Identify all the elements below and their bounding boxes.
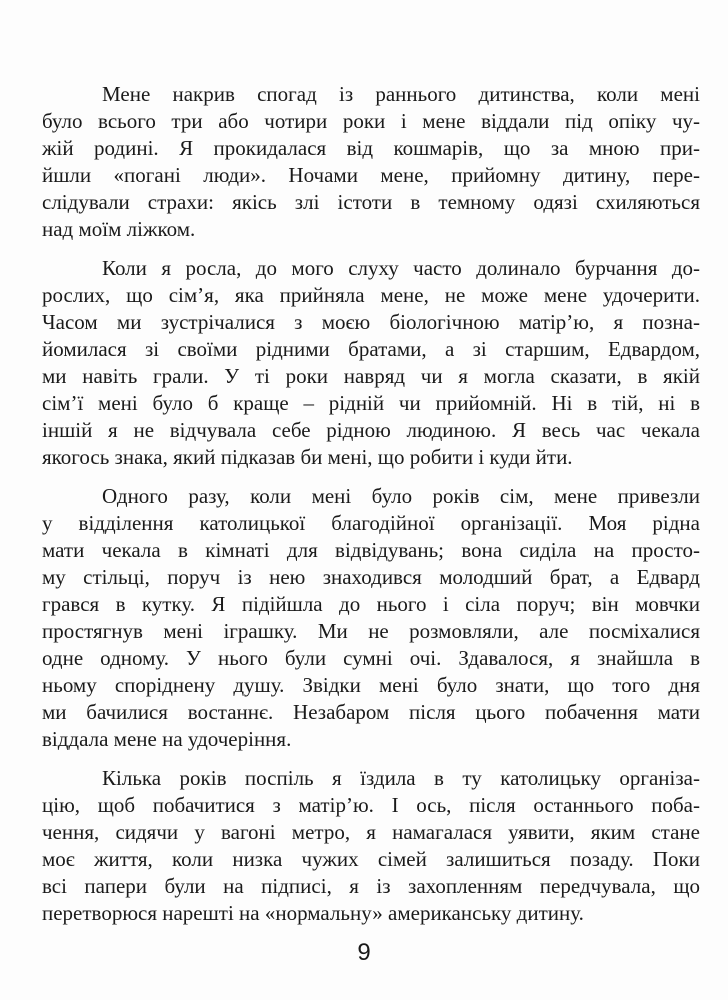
text-line: Одного разу, коли мені було років сім, мене привезли bbox=[102, 484, 700, 508]
text-line: моє життя, коли низка чужих сімей залишиться позаду. Поки bbox=[42, 847, 700, 871]
text-line: му стільці, поруч із нею знаходився молодший брат, а Едвард bbox=[42, 565, 700, 589]
text-line: Кілька років поспіль я їздила в ту католицьку організа- bbox=[102, 766, 700, 790]
text-line: ми бачилися востаннє. Незабаром після цього побачення мати bbox=[42, 700, 700, 724]
text-line: слідували страхи: якісь злі істоти в темному одязі схиляються bbox=[42, 190, 700, 214]
text-line: жій родині. Я прокидалася від кошмарів, що за мною при- bbox=[42, 136, 700, 160]
text-line: над моїм ліжком. bbox=[42, 217, 196, 241]
text-line: грався в кутку. Я підійшла до нього і сіла поруч; він мовчки bbox=[42, 592, 700, 616]
text-line: у відділення католицької благодійної організації. Моя рідна bbox=[42, 511, 700, 535]
page-body bbox=[42, 81, 700, 927]
text-line: ньому споріднену душу. Звідки мені було знати, що того дня bbox=[42, 673, 700, 697]
text-line: Часом ми зустрічалися з моєю біологічною матір’ю, я позна- bbox=[42, 310, 700, 334]
text-line: віддала мене на удочеріння. bbox=[42, 727, 292, 751]
paragraph bbox=[42, 255, 700, 471]
text-line: іншій я не відчувала себе рідною людиною. Я весь час чекала bbox=[42, 418, 700, 442]
text-line: йшли «погані люди». Ночами мене, прийомну дитину, пере- bbox=[42, 163, 700, 187]
text-line: рослих, що сім’я, яка прийняла мене, не може мене удочерити. bbox=[42, 283, 700, 307]
text-line: простягнув мені іграшку. Ми не розмовляли, але посміхалися bbox=[42, 619, 700, 643]
text-line: якогось знака, який підказав би мені, що робити і куди йти. bbox=[42, 445, 573, 469]
text-line: перетворюся нарешті на «нормальну» американську дитину. bbox=[42, 901, 584, 925]
paragraph bbox=[42, 765, 700, 927]
text-line: ми навіть грали. У ті роки навряд чи я могла сказати, в якій bbox=[42, 364, 700, 388]
text-line: йомилася зі своїми рідними братами, а зі старшим, Едвардом, bbox=[42, 337, 700, 361]
text-line: всі папери були на підписі, я із захопленням передчувала, що bbox=[42, 874, 700, 898]
text-line: було всього три або чотири роки і мене віддали під опіку чу- bbox=[42, 109, 700, 133]
text-line: цію, щоб побачитися з матір’ю. І ось, після останнього поба- bbox=[42, 793, 700, 817]
text-line: одне одному. У нього були сумні очі. Здавалося, я знайшла в bbox=[42, 646, 700, 670]
paragraph bbox=[42, 483, 700, 753]
text-line: Мене накрив спогад із раннього дитинства, коли мені bbox=[102, 82, 700, 106]
paragraph bbox=[42, 81, 700, 243]
text-line: мати чекала в кімнаті для відвідувань; вона сиділа на просто- bbox=[42, 538, 700, 562]
page-number: 9 bbox=[357, 939, 371, 966]
text-line: сім’ї мені було б краще – рідній чи прийомній. Ні в тій, ні в bbox=[42, 391, 700, 415]
text-line: чення, сидячи у вагоні метро, я намагалася уявити, яким стане bbox=[42, 820, 700, 844]
text-line: Коли я росла, до мого слуху часто долинало бурчання до- bbox=[102, 256, 700, 280]
